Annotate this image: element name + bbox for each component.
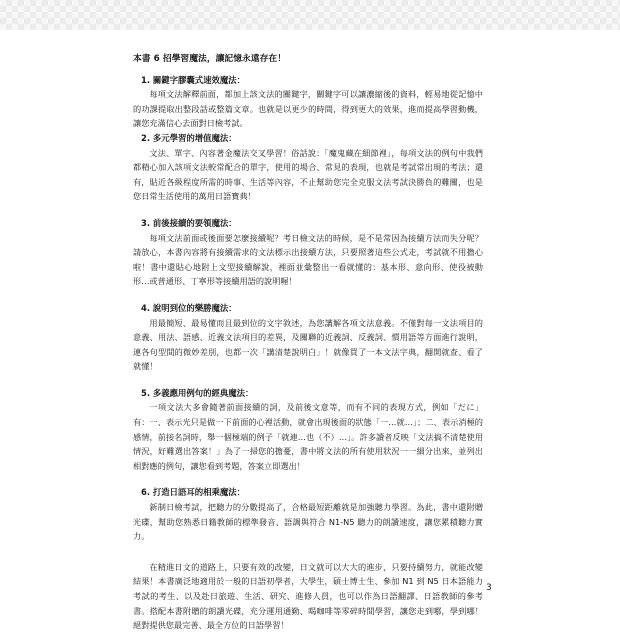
section-title: 3. 前後接續的要領魔法： [141,217,237,228]
section-title: 5. 多義應用例句的經典魔法： [141,387,254,398]
section-title: 1. 關鍵字膠囊式速效魔法： [141,74,246,85]
section-body: 每項文法前面或後面要怎麼接續呢？考日檢文法的時候，是不是常因為接續方法而失分呢？請放心，本書內容將有接續需求的文法標示出接續方法，只要照著這些公式走，考試就不用擔心啦！書中還貼心地附上文型接續解說，裡面並彙整出一看就懂的：基本形、意向形、使役被動形…或普通形、丁寧形等接續用語的說明喔！ [133,232,483,287]
section-title: 4. 說明到位的樂勝魔法： [141,302,237,313]
section-multi-learning-magic [133,131,483,204]
intro-heading: 本書 6 招學習魔法，讓記憶永遠存在！ [133,54,286,64]
section-connection-magic [133,216,483,289]
page-number: 3 [486,583,492,593]
section-title: 6. 打造日語耳的相乘魔法： [141,487,246,498]
section-body: 每項文法解釋前面，都加上該文法的關鍵字，關鍵字可以讓濃縮後的資料，輕易地從記憶中的功課提取出整段話或整篇文章。也就是以更少的時間，得到更大的效果，進而提高學習動機，讓您充滿信心去面對日檢考試。 [133,89,483,129]
section-explanation-magic [133,301,483,374]
section-body: 一項文法大多會隨著前面接續的詞，及前後文意等，而有不同的表現方式，例如「だに」有：一、表示光只是做一下前面的心裡活動，就會出現後面的狀態「一…就…」；二、表示消極的感情，前接名詞時，舉一個極端的例子「就連…也（不）…」。許多讀者反映「文法搞不清楚使用情況，好難選出答案！」為了一掃您的擔憂，書中將文法的所有使用狀況一一細分出來，並列出相對應的例句，讓您看到考題，答案立即選出！ [133,402,483,471]
section-body: 文法、單字、內容著金魔法交叉學習！俗話說：「魔鬼藏在細節裡」，每項文法的例句中我們都精心加入該項文法較常配合的單字，使用的場合、常見的表現，也就是考試常出現的考法；還有，貼近各級程度所需的時事、生活等內容，不止幫助您完全克服文法考試決勝負的難關，也是您日常生活使用的萬用日語寶典！ [133,147,483,202]
section-body: 新制日檢考試，把聽力的分數提高了，合格最短距離就是加強聽力學習。為此，書中還附贈光碟，幫助您熟悉日籍教師的標準發音、語調與符合 N1-N5 聽力的朗讀速度，讓您累積聽力實力。 [133,502,483,542]
page-content [133,52,483,633]
section-title: 2. 多元學習的增值魔法： [141,132,237,143]
section-example-sentence-magic [133,386,483,474]
checkered-header-band [0,0,620,30]
section-body: 用最簡短、最易懂而且最到位的文字敘述，為您講解各項文法意義。不僅對每一文法項目的意義、用法、語感、近義文法項目的差異，及關聯的近義詞、反義詞、慣用語等方面進行說明，連各句型間的微妙差別，也都一次「講清楚說明白」！就像買了一本文法字典，翻開就查、看了就懂！ [133,317,483,372]
closing-paragraph: 在精進日文的道路上，只要有效的改變，日文就可以大大的進步，只要持續努力，就能改變結果！本書廣泛地適用於一般的日語初學者，大學生，碩士博士生、參加 N1 到 N5 日本語能力考試的考生、以及赴日旅遊、生活、研究、進修人員，也可以作為日語翻譯、日語教師的參考書。搭配本書附贈的朗讀光碟，充分運用通勤、喝咖啡等零碎時間學習，讓您走到哪，學到哪！絕對提供您最完善、最全方位的日語學習！ [133,561,483,631]
section-listening-magic [133,485,483,543]
section-keyword-magic [133,73,483,131]
